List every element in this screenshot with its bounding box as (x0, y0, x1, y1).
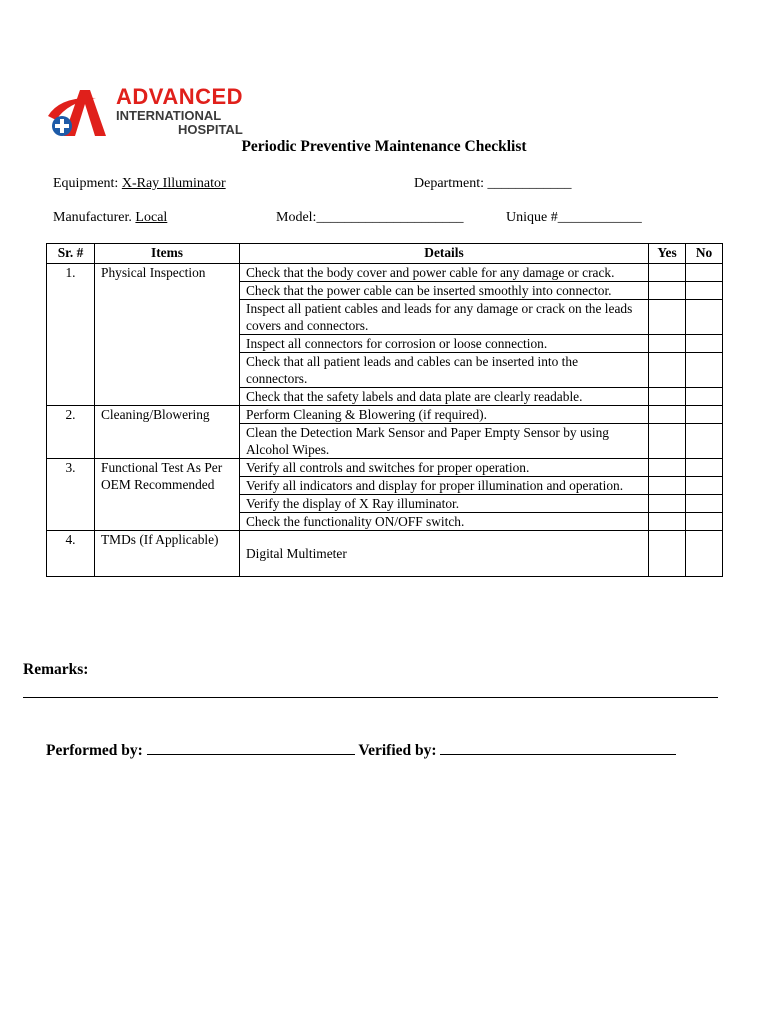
row-detail: Perform Cleaning & Blowering (if required). (240, 406, 649, 424)
yes-checkbox-cell[interactable] (649, 495, 686, 513)
no-checkbox-cell[interactable] (686, 282, 723, 300)
table-row (47, 459, 723, 477)
yes-checkbox-cell[interactable] (649, 264, 686, 282)
row-detail: Check that the safety labels and data plate are clearly readable. (240, 388, 649, 406)
row-number: 3. (47, 459, 95, 531)
equipment-value: X-Ray Illuminator (121, 176, 226, 191)
yes-checkbox-cell[interactable] (649, 300, 686, 335)
hospital-logo (46, 86, 278, 138)
department-label: Department: (414, 176, 484, 191)
table-row (47, 264, 723, 282)
logo-name-line3: HOSPITAL (178, 122, 243, 137)
row-number: 4. (47, 531, 95, 577)
unique-blank[interactable]: ____________ (557, 210, 642, 225)
manufacturer-field (53, 210, 167, 226)
yes-checkbox-cell[interactable] (649, 353, 686, 388)
table-row (47, 531, 723, 577)
model-field (276, 210, 463, 226)
logo-name-line1: ADVANCED (116, 84, 244, 109)
row-detail: Check that all patient leads and cables can be inserted into the connectors. (240, 353, 649, 388)
header-no: No (686, 244, 723, 264)
yes-checkbox-cell[interactable] (649, 406, 686, 424)
remarks-label: Remarks: (23, 661, 89, 678)
document-title: Periodic Preventive Maintenance Checklist (241, 138, 527, 155)
no-checkbox-cell[interactable] (686, 477, 723, 495)
yes-checkbox-cell[interactable] (649, 459, 686, 477)
signature-row (46, 740, 676, 760)
row-detail: Digital Multimeter (240, 531, 649, 577)
yes-checkbox-cell[interactable] (649, 282, 686, 300)
department-field (414, 176, 571, 192)
yes-checkbox-cell[interactable] (649, 513, 686, 531)
row-detail: Check the functionality ON/OFF switch. (240, 513, 649, 531)
no-checkbox-cell[interactable] (686, 459, 723, 477)
manufacturer-value: Local (135, 210, 168, 225)
row-detail: Verify all indicators and display for proper illumination and operation. (240, 477, 649, 495)
model-label: Model: (276, 210, 317, 225)
performed-by-blank[interactable] (147, 740, 355, 755)
row-item: Functional Test As Per OEM Recommended (95, 459, 240, 531)
logo-mark-icon (46, 86, 112, 138)
no-checkbox-cell[interactable] (686, 264, 723, 282)
unique-label: Unique # (506, 210, 558, 225)
no-checkbox-cell[interactable] (686, 406, 723, 424)
unique-field (506, 210, 642, 226)
row-number: 2. (47, 406, 95, 459)
no-checkbox-cell[interactable] (686, 300, 723, 335)
row-detail: Verify the display of X Ray illuminator. (240, 495, 649, 513)
yes-checkbox-cell[interactable] (649, 531, 686, 577)
row-item: TMDs (If Applicable) (95, 531, 240, 577)
header-items: Items (95, 244, 240, 264)
checklist-table (46, 243, 723, 577)
table-row (47, 406, 723, 424)
no-checkbox-cell[interactable] (686, 353, 723, 388)
row-item: Cleaning/Blowering (95, 406, 240, 459)
no-checkbox-cell[interactable] (686, 424, 723, 459)
header-yes: Yes (649, 244, 686, 264)
yes-checkbox-cell[interactable] (649, 477, 686, 495)
remarks-line[interactable] (23, 697, 718, 698)
row-detail: Clean the Detection Mark Sensor and Paper Empty Sensor by using Alcohol Wipes. (240, 424, 649, 459)
row-number: 1. (47, 264, 95, 406)
header-sr: Sr. # (47, 244, 95, 264)
no-checkbox-cell[interactable] (686, 495, 723, 513)
row-detail: Inspect all patient cables and leads for any damage or crack on the leads covers and connectors. (240, 300, 649, 335)
table-header-row (47, 244, 723, 264)
verified-by-blank[interactable] (440, 740, 676, 755)
yes-checkbox-cell[interactable] (649, 424, 686, 459)
row-detail: Inspect all connectors for corrosion or loose connection. (240, 335, 649, 353)
yes-checkbox-cell[interactable] (649, 335, 686, 353)
no-checkbox-cell[interactable] (686, 335, 723, 353)
no-checkbox-cell[interactable] (686, 513, 723, 531)
row-detail: Verify all controls and switches for proper operation. (240, 459, 649, 477)
verified-by-label: Verified by: (358, 742, 437, 759)
logo-name-line2: INTERNATIONAL (116, 108, 222, 123)
equipment-field (53, 176, 226, 192)
model-blank[interactable]: _____________________ (316, 210, 464, 225)
header-details: Details (240, 244, 649, 264)
manufacturer-label: Manufacturer. (53, 210, 132, 225)
department-blank[interactable]: ____________ (487, 176, 572, 191)
row-item: Physical Inspection (95, 264, 240, 406)
equipment-label: Equipment: (53, 176, 119, 191)
row-detail: Check that the power cable can be inserted smoothly into connector. (240, 282, 649, 300)
performed-by-label: Performed by: (46, 742, 143, 759)
no-checkbox-cell[interactable] (686, 531, 723, 577)
yes-checkbox-cell[interactable] (649, 388, 686, 406)
row-detail: Check that the body cover and power cable for any damage or crack. (240, 264, 649, 282)
no-checkbox-cell[interactable] (686, 388, 723, 406)
